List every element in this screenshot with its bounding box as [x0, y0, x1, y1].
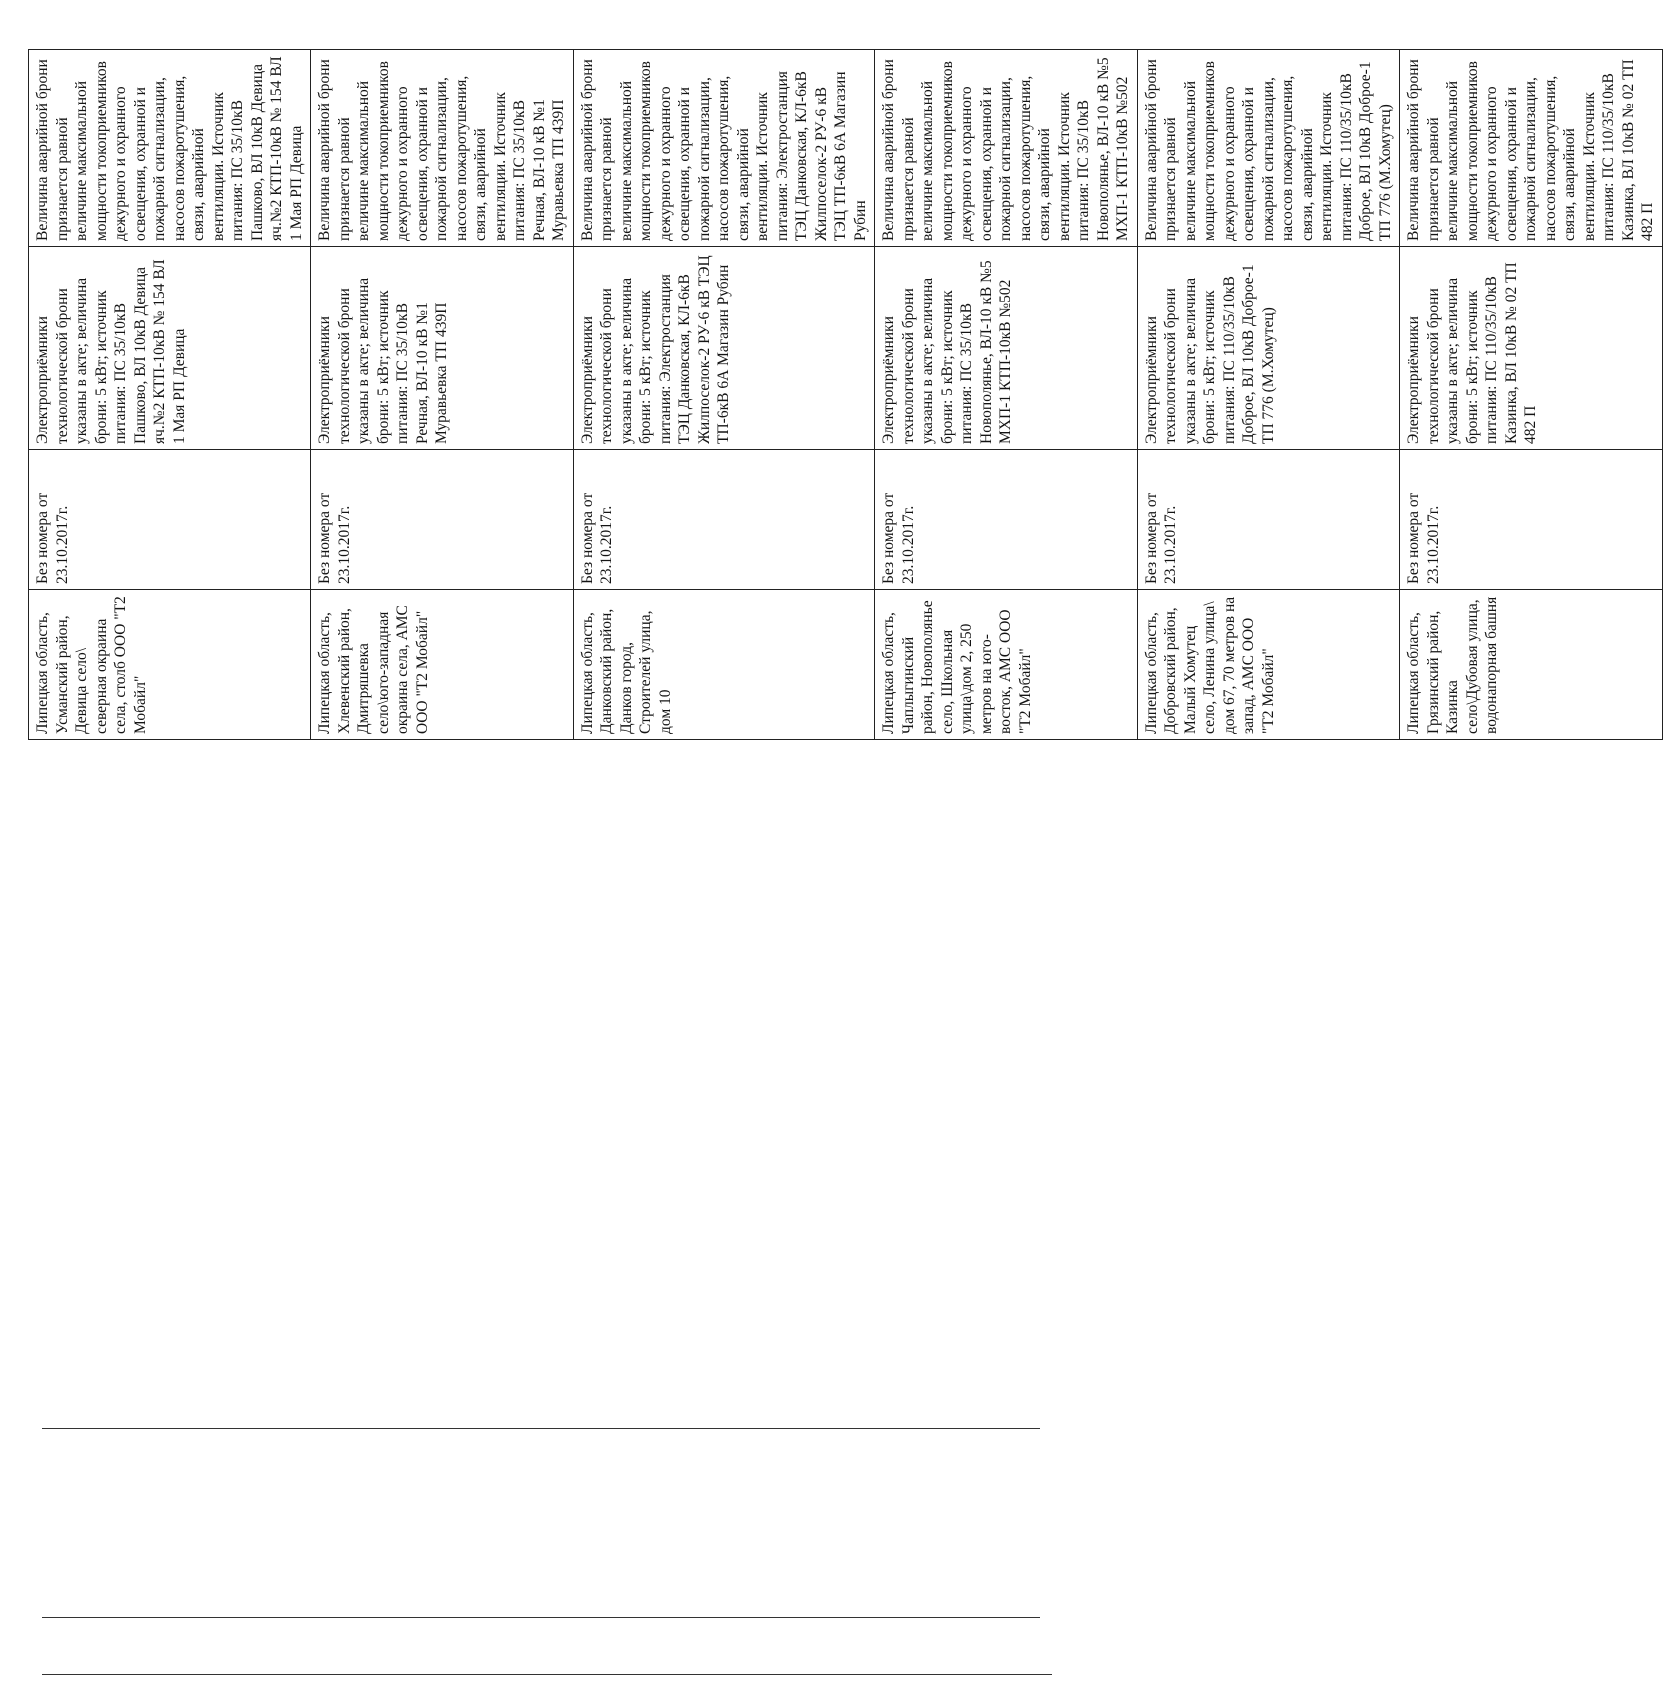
address-cell: Липецкая область, Грязинский район, Казинка село\Дубовая улица, водонапорная башня	[1400, 590, 1663, 740]
act-cell: Без номера от 23.10.2017г.	[1137, 450, 1400, 590]
address-cell: Липецкая область, Чаплыгинский район, Новополянье село, Школьная улица\дом 2, 250 метров на юго-восток, АМС ООО "Т2 Мобайл"	[875, 590, 1138, 740]
emergency-cell: Величина аварийной брони признается равной величине максимальной мощности токоприемников дежурного и охранного освещения, охранной и пожарной сигнализации, насосов пожаротушения, связи, аварийной вентиляции. Источник питания: ПС 35/10кВ Пашково, ВЛ 10кВ Девица яч.№2 КТП-10кВ № 154 ВЛ 1 Мая РП Девица	[29, 50, 311, 247]
table-row	[1400, 50, 1663, 740]
horizontal-rule	[42, 1428, 1040, 1429]
emergency-cell: Величина аварийной брони признается равной величине максимальной мощности токоприемников дежурного и охранного освещения, охранной и пожарной сигнализации, насосов пожаротушения, связи, аварийной вентиляции. Источник питания: ПС 110/35/10кВ Казинка, ВЛ 10кВ № 02 ТП 482 П	[1400, 50, 1663, 247]
address-cell: Липецкая область, Добровский район, Малый Хомутец село, Ленина улица\ дом 67, 70 метров на запад, АМС ООО "Т2 Мобайл"	[1137, 590, 1400, 740]
receivers-cell: Электроприёмники технологической брони указаны в акте; величина брони: 5 кВт; источник питания: ПС 35/10кВ Новополянье, ВЛ-10 кВ №5 МХП-1 КТП-10кВ №502	[875, 247, 1138, 450]
table-row	[1137, 50, 1400, 740]
landscape-table-frame	[28, 50, 1656, 740]
table-row	[573, 50, 875, 740]
act-cell: Без номера от 23.10.2017г.	[311, 450, 574, 590]
emergency-cell: Величина аварийной брони признается равной величине максимальной мощности токоприемников дежурного и охранного освещения, охранной и пожарной сигнализации, насосов пожаротушения, связи, аварийной вентиляции. Источник питания: Электростанция ТЭЦ Данковская, КЛ-6кВ Жилпоселок-2 РУ-6 кВ ТЭЦ ТП-6кВ 6А Магазин Рубин	[573, 50, 875, 247]
receivers-cell: Электроприёмники технологической брони указаны в акте; величина брони: 5 кВт; источник питания: ПС 110/35/10кВ Казинка, ВЛ 10кВ № 02 ТП 482 П	[1400, 247, 1663, 450]
horizontal-rule	[42, 1617, 1040, 1618]
receivers-cell: Электроприёмники технологической брони указаны в акте; величина брони: 5 кВт; источник питания: ПС 35/10кВ Пашково, ВЛ 10кВ Девица яч.№2 КТП-10кВ № 154 ВЛ 1 Мая РП Девица	[29, 247, 311, 450]
address-cell: Липецкая область, Хлевенский район, Дмитряшевка село\юго-западная окраина села, АМС ООО "Т2 Мобайл"	[311, 590, 574, 740]
reservation-table	[28, 49, 1663, 740]
act-cell: Без номера от 23.10.2017г.	[573, 450, 875, 590]
receivers-cell: Электроприёмники технологической брони указаны в акте; величина брони: 5 кВт; источник питания: ПС 35/10кВ Речная, ВЛ-10 кВ №1 Муравьевка ТП 439П	[311, 247, 574, 450]
act-cell: Без номера от 23.10.2017г.	[1400, 450, 1663, 590]
act-cell: Без номера от 23.10.2017г.	[875, 450, 1138, 590]
address-cell: Липецкая область, Данковский район, Данков город, Строителей улица, дом 10	[573, 590, 875, 740]
horizontal-rule	[42, 1674, 1052, 1675]
act-cell: Без номера от 23.10.2017г.	[29, 450, 311, 590]
table-row	[29, 50, 311, 740]
receivers-cell: Электроприёмники технологической брони указаны в акте; величина брони: 5 кВт; источник питания: Электростанция ТЭЦ Данковская, КЛ-6кВ Жилпоселок-2 РУ-6 кВ ТЭЦ ТП-6кВ 6А Магазин Рубин	[573, 247, 875, 450]
address-cell: Липецкая область, Усманский район, Девица село\ северная окраина села, столб ООО "Т2 Мобайл"	[29, 590, 311, 740]
emergency-cell: Величина аварийной брони признается равной величине максимальной мощности токоприемников дежурного и охранного освещения, охранной и пожарной сигнализации, насосов пожаротушения, связи, аварийной вентиляции. Источник питания: ПС 35/10кВ Речная, ВЛ-10 кВ №1 Муравьевка ТП 439П	[311, 50, 574, 247]
emergency-cell: Величина аварийной брони признается равной величине максимальной мощности токоприемников дежурного и охранного освещения, охранной и пожарной сигнализации, насосов пожаротушения, связи, аварийной вентиляции. Источник питания: ПС 110/35/10кВ Доброе, ВЛ 10кВ Доброе-1 ТП 776 (М.Хомутец)	[1137, 50, 1400, 247]
table-row	[311, 50, 574, 740]
emergency-cell: Величина аварийной брони признается равной величине максимальной мощности токоприемников дежурного и охранного освещения, охранной и пожарной сигнализации, насосов пожаротушения, связи, аварийной вентиляции. Источник питания: ПС 35/10кВ Новополянье, ВЛ-10 кВ №5 МХП-1 КТП-10кВ №502	[875, 50, 1138, 247]
receivers-cell: Электроприёмники технологической брони указаны в акте; величина брони: 5 кВт; источник питания: ПС 110/35/10кВ Доброе, ВЛ 10кВ Доброе-1 ТП 776 (М.Хомутец)	[1137, 247, 1400, 450]
table-row	[875, 50, 1138, 740]
rotated-table-container	[28, 50, 1656, 740]
